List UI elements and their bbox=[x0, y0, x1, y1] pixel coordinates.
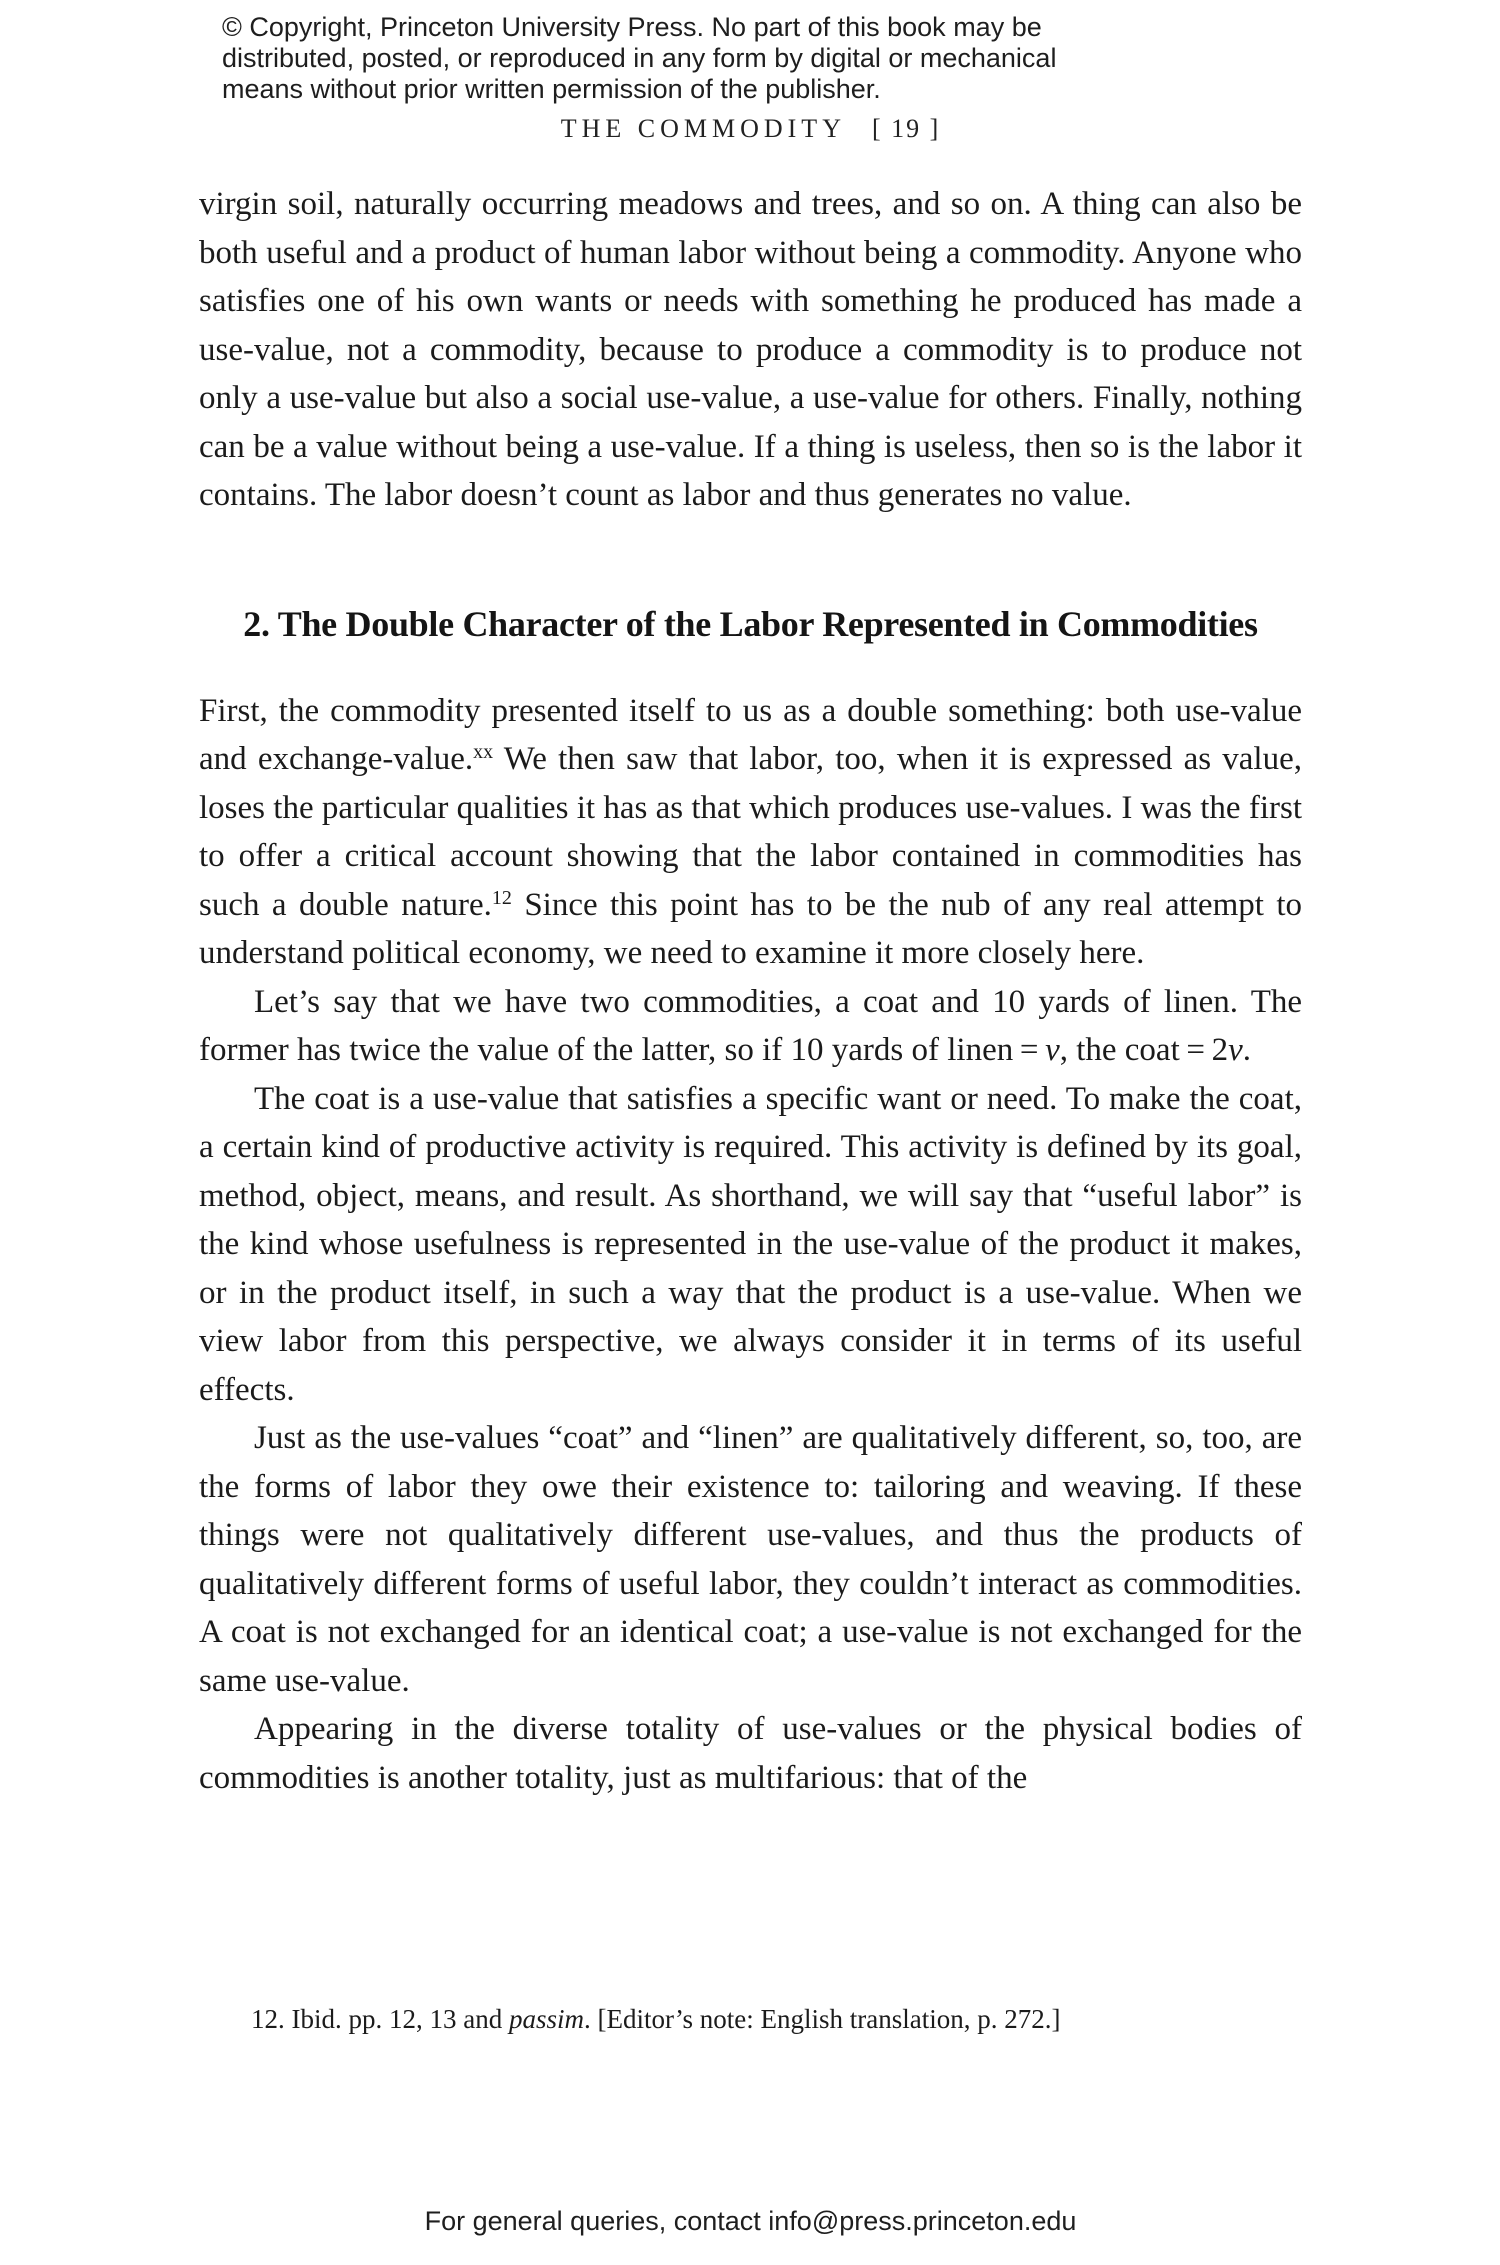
paragraph-virgin-soil: virgin soil, naturally occurring meadows and trees, and so on. A thing can also be both useful and a product of human labor without being a commodity. Anyone who satisfies one of his own wants or needs with something he produced has made a use-value, not a commodity, because to produce a commodity is to produce not only a use-value but also a social use-value, a use-value for others. Finally, nothing can be a value without being a use-value. If a thing is useless, then so is the labor it contains. The labor doesn’t count as labor and thus generates no value. bbox=[199, 186, 1302, 513]
footer-contact: For general queries, contact info@press.princeton.edu bbox=[424, 2206, 1077, 2236]
footnote-segment: 12. Ibid. pp. 12, 13 and bbox=[251, 2004, 509, 2034]
variable-v: v bbox=[1228, 1032, 1243, 1069]
footnote-12 bbox=[199, 2002, 1302, 2036]
paragraph-segment: . bbox=[1242, 1032, 1251, 1069]
copyright-notice bbox=[222, 12, 1056, 105]
paragraph-segment: We then saw that labor, too, when it is expressed as value, loses the particular qualities it has as that which produces use-values. I was the first to offer a critical account showing that the labor contained in commodities has such a double nature. bbox=[199, 741, 1302, 923]
paragraph-segment: Since this point has to be the nub of any real attempt to understand political economy, we need to examine it more closely here. bbox=[199, 886, 1302, 972]
footnote-passim-italic: passim bbox=[508, 2004, 584, 2034]
copyright-line-3: means without prior written permission of the publisher. bbox=[222, 74, 881, 104]
running-head-title: THE COMMODITY bbox=[560, 114, 846, 143]
text-column bbox=[199, 180, 1302, 1802]
running-head bbox=[199, 114, 1302, 144]
paragraph-tailoring-weaving: Just as the use-values “coat” and “linen” are qualitatively different, so, too, are the forms of labor they owe their existence to: tailoring and weaving. If these things were not qualitatively different use-values, and thus the products of qualitatively different forms of useful labor, they couldn’t interact as commodities. A coat is not exchanged for an identical coat; a use-value is not exchanged for the same use-value. bbox=[199, 1420, 1302, 1699]
note-ref-xx: xx bbox=[473, 741, 494, 764]
copyright-line-1: © Copyright, Princeton University Press. No part of this book may be bbox=[222, 12, 1042, 42]
section-heading: 2. The Double Character of the Labor Represented in Commodities bbox=[243, 603, 1258, 644]
paragraph-segment: , the coat = 2 bbox=[1059, 1032, 1229, 1069]
paragraph-segment: First, the commodity presented itself to us as a double something: both use-value and exchange-value. bbox=[199, 692, 1302, 778]
paragraph-useful-labor: The coat is a use-value that satisfies a specific want or need. To make the coat, a certain kind of productive activity is required. This activity is defined by its goal, method, object, means, and result. As shorthand, we will say that “useful labor” is the kind whose usefulness is represented in the use-value of the product it makes, or in the product itself, in such a way that the product is a use-value. When we view labor from this perspective, we always consider it in terms of its useful effects. bbox=[199, 1080, 1302, 1408]
paragraph-double-character bbox=[199, 687, 1302, 978]
footnote-ref-12: 12 bbox=[491, 886, 512, 909]
paragraph-coat-linen bbox=[199, 978, 1302, 1075]
variable-v: v bbox=[1045, 1032, 1060, 1069]
copyright-line-2: distributed, posted, or reproduced in any form by digital or mechanical bbox=[222, 43, 1057, 73]
page-number: [ 19 ] bbox=[871, 114, 941, 143]
paragraph-totality: Appearing in the diverse totality of use-values or the physical bodies of commodities is another totality, just as multifarious: that of the bbox=[199, 1711, 1302, 1796]
footnote-segment: . [Editor’s note: English translation, p. 272.] bbox=[584, 2004, 1061, 2034]
paragraph-segment: Let’s say that we have two commodities, a coat and 10 yards of linen. The former has twice the value of the latter, so if 10 yards of linen = bbox=[199, 983, 1302, 1069]
